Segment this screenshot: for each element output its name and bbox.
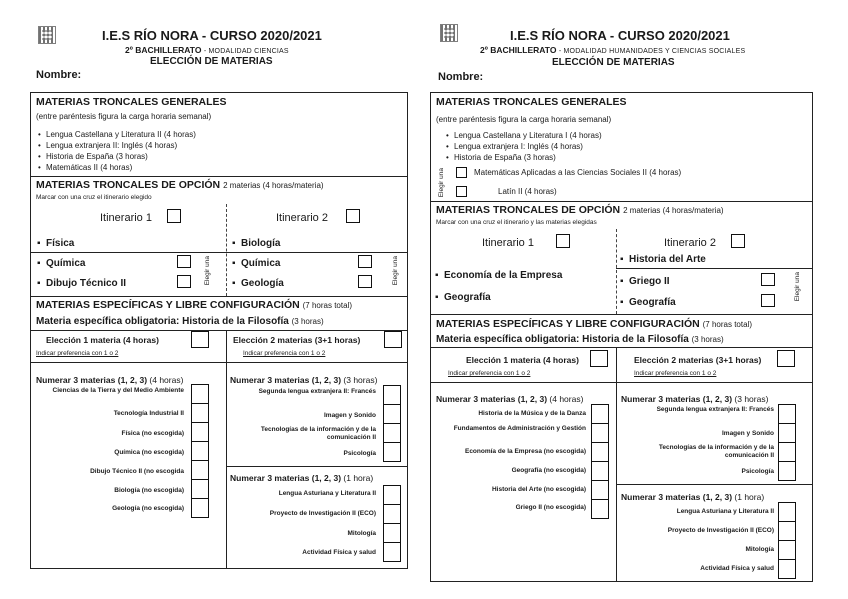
list-item: • Lengua Castellana y Literatura II (4 horas): [46, 130, 196, 139]
subject-checkbox[interactable]: [177, 275, 191, 288]
opcion-instruction: Marcar con una cruz el itinerario elegido: [36, 194, 152, 201]
option-label: Química (no escogida): [114, 449, 184, 456]
preference-note: Indicar preferencia con 1 o 2: [36, 350, 119, 357]
opcion-title-text: MATERIAS TRONCALES DE OPCIÓN: [36, 179, 221, 191]
option-label: Tecnología Industrial II: [113, 410, 184, 417]
number-box[interactable]: [591, 499, 609, 519]
choose-one-label: Elegir una: [794, 272, 801, 302]
eleccion-1-label: Elección 1 materia (4 horas): [466, 355, 579, 365]
number-box[interactable]: [383, 523, 401, 543]
form-level: [480, 45, 745, 55]
option-label: Actividad Física y salud: [302, 549, 376, 556]
list-item: • Lengua Castellana y Literatura I (4 horas): [454, 131, 602, 140]
option-label: Segunda lengua extranjera II: Francés: [258, 388, 376, 395]
numerar-c-note: (1 hora): [734, 492, 765, 502]
number-box[interactable]: [591, 404, 609, 424]
preference-note: Indicar preferencia con 1 o 2: [243, 350, 326, 357]
itinerary-1-checkbox[interactable]: [556, 234, 570, 248]
option-label: Fundamentos de Administración y Gestión: [453, 425, 586, 432]
number-box[interactable]: [191, 479, 209, 499]
troncales-note: (entre paréntesis figura la carga horaria semanal): [436, 115, 612, 124]
especificas-title: [436, 318, 752, 330]
numerar-c-note: (1 hora): [343, 473, 374, 483]
number-box[interactable]: [383, 542, 401, 562]
form-subtitle: ELECCIÓN DE MATERIAS: [552, 57, 675, 68]
number-box[interactable]: [778, 461, 796, 481]
subject-griego: ▪ Griego II: [629, 276, 670, 287]
troncales-title: MATERIAS TRONCALES GENERALES: [436, 96, 627, 108]
option-label: Mitología: [347, 530, 376, 537]
number-box[interactable]: [591, 423, 609, 443]
obligatoria-text: [36, 316, 324, 327]
numerar-a-note: (4 horas): [149, 375, 184, 385]
numerar-b-note: (3 horas): [343, 375, 378, 385]
subject-quimica-2: ▪ Química: [241, 258, 280, 269]
preference-note: Indicar preferencia con 1 o 2: [634, 370, 717, 377]
subject-fisica: ▪ Física: [46, 238, 74, 249]
divider: [30, 330, 408, 331]
numerar-c-heading: [230, 473, 373, 483]
choice-matematicas: Matemáticas Aplicadas a las Ciencias Sociales II (4 horas): [474, 168, 682, 177]
itinerary-1-checkbox[interactable]: [167, 209, 181, 223]
form-title: I.E.S RÍO NORA - CURSO 2020/2021: [510, 28, 730, 43]
list-item: • Lengua extranjera II: Inglés (4 horas): [46, 141, 177, 150]
obligatoria-note: (3 horas): [691, 335, 724, 344]
numerar-b-label: Numerar 3 materias (1, 2, 3): [621, 394, 733, 404]
divider: [430, 347, 813, 348]
option-label: Proyecto de Investigación II (ECO): [667, 527, 774, 534]
choice-checkbox[interactable]: [456, 186, 467, 197]
especificas-title-note: (7 horas total): [702, 320, 752, 329]
numerar-a-note: (4 horas): [549, 394, 584, 404]
number-box[interactable]: [591, 480, 609, 500]
subject-checkbox[interactable]: [177, 255, 191, 268]
option-label: Actividad Física y salud: [700, 565, 774, 572]
list-item: • Historia de España (3 horas): [454, 153, 556, 162]
form-title: I.E.S RÍO NORA - CURSO 2020/2021: [102, 28, 322, 43]
number-box[interactable]: [778, 502, 796, 522]
subject-checkbox[interactable]: [761, 294, 775, 307]
option-label: Física (no escogida): [121, 430, 184, 437]
option-label: Griego II (no escogida): [515, 504, 586, 511]
column-divider: [616, 229, 617, 314]
modality-text: - MODALIDAD CIENCIAS: [203, 48, 289, 55]
divider: [430, 382, 813, 383]
itinerary-2-checkbox[interactable]: [731, 234, 745, 248]
subject-geografia-2: ▪ Geografía: [629, 297, 676, 308]
opcion-title-note: 2 materias (4 horas/materia): [623, 206, 724, 215]
subject-checkbox[interactable]: [358, 255, 372, 268]
opcion-instruction: Marcar con una cruz el itinerario y las materias elegidas: [436, 219, 597, 226]
itinerary-2-label: Itinerario 2: [664, 237, 716, 249]
subject-biologia: ▪ Biología: [241, 238, 280, 249]
numerar-a-label: Numerar 3 materias (1, 2, 3): [436, 394, 548, 404]
option-label: Psicología: [343, 450, 376, 457]
opcion-title-note: 2 materias (4 horas/materia): [223, 181, 324, 190]
eleccion-1-label: Elección 1 materia (4 horas): [46, 335, 159, 345]
number-box[interactable]: [191, 422, 209, 442]
option-label: Mitología: [745, 546, 774, 553]
option-label: Segunda lengua extranjera II: Francés: [656, 406, 774, 413]
numerar-c-heading: [621, 492, 764, 502]
divider: [30, 252, 408, 253]
form-subtitle: ELECCIÓN DE MATERIAS: [150, 56, 273, 67]
choose-one-label: Elegir una: [204, 256, 211, 286]
number-box[interactable]: [191, 441, 209, 461]
especificas-title: [36, 299, 352, 311]
choice-checkbox[interactable]: [456, 167, 467, 178]
subject-quimica: ▪ Química: [46, 258, 85, 269]
modality-text: - MODALIDAD HUMANIDADES Y CIENCIAS SOCIALES: [558, 48, 746, 55]
itinerary-1-label: Itinerario 1: [100, 212, 152, 224]
subject-checkbox[interactable]: [761, 273, 775, 286]
numerar-a-heading: [436, 394, 583, 404]
eleccion-1-box[interactable]: [590, 350, 608, 367]
name-label: Nombre:: [438, 71, 484, 83]
number-box[interactable]: [191, 403, 209, 423]
eleccion-2-label: Elección 2 materias (3+1 horas): [634, 355, 762, 365]
option-label: Tecnologías de la información y de la comunicación II: [260, 426, 376, 441]
choose-one-label: Elegir una: [392, 256, 399, 286]
option-label: Ciencias de la Tierra y del Medio Ambiente: [52, 387, 184, 394]
option-label: Lengua Asturiana y Literatura II: [278, 490, 376, 497]
option-label: Historia del Arte (no escogida): [491, 486, 586, 493]
list-item: • Lengua extranjera I: Inglés (4 horas): [454, 142, 583, 151]
obligatoria-label: Materia específica obligatoria: Historia de la Filosofía: [36, 316, 289, 327]
obligatoria-label: Materia específica obligatoria: Historia de la Filosofía: [436, 334, 689, 345]
numerar-b-heading: [230, 375, 377, 385]
form-level: [125, 45, 289, 55]
number-box[interactable]: [778, 521, 796, 541]
eleccion-2-label: Elección 2 materias (3+1 horas): [233, 335, 361, 345]
number-box[interactable]: [383, 404, 401, 424]
especificas-title-note: (7 horas total): [302, 301, 352, 310]
divider: [30, 362, 408, 363]
number-box[interactable]: [778, 540, 796, 560]
preference-note: Indicar preferencia con 1 o 2: [448, 370, 531, 377]
option-label: Psicología: [741, 468, 774, 475]
number-box[interactable]: [383, 385, 401, 405]
qr-code-icon: [440, 24, 458, 42]
number-box[interactable]: [383, 485, 401, 505]
opcion-title: [436, 204, 724, 216]
subject-checkbox[interactable]: [358, 275, 372, 288]
level-text: 2º BACHILLERATO: [125, 45, 202, 55]
divider: [616, 484, 813, 485]
option-label: Imagen y Sonido: [721, 430, 774, 437]
qr-code-icon: [38, 26, 56, 44]
number-box[interactable]: [191, 498, 209, 518]
number-box[interactable]: [383, 442, 401, 462]
numerar-c-label: Numerar 3 materias (1, 2, 3): [621, 492, 733, 502]
itinerary-2-label: Itinerario 2: [276, 212, 328, 224]
numerar-b-note: (3 horas): [734, 394, 769, 404]
opcion-title: [36, 179, 324, 191]
subject-geografia: ▪ Geografía: [444, 292, 491, 303]
choose-one-label: Elegir una: [438, 168, 445, 198]
subject-historia-arte: ▪ Historia del Arte: [629, 254, 706, 265]
subject-economia: ▪ Economía de la Empresa: [444, 270, 562, 281]
obligatoria-text: [436, 334, 724, 345]
number-box[interactable]: [778, 423, 796, 443]
option-label: Dibujo Técnico II (no escogida: [90, 468, 184, 475]
obligatoria-note: (3 horas): [291, 317, 324, 326]
eleccion-2-box[interactable]: [777, 350, 795, 367]
number-box[interactable]: [191, 384, 209, 404]
divider: [30, 296, 408, 297]
column-divider: [226, 330, 227, 569]
troncales-note: (entre paréntesis figura la carga horaria semanal): [36, 112, 212, 121]
number-box[interactable]: [191, 460, 209, 480]
especificas-title-text: MATERIAS ESPECÍFICAS Y LIBRE CONFIGURACIÓN: [436, 318, 700, 330]
name-label: Nombre:: [36, 69, 82, 81]
numerar-b-heading: [621, 394, 768, 404]
numerar-c-label: Numerar 3 materias (1, 2, 3): [230, 473, 342, 483]
option-label: Tecnologías de la información y de la comunicación II: [658, 444, 774, 459]
number-box[interactable]: [591, 442, 609, 462]
divider: [226, 466, 408, 467]
number-box[interactable]: [778, 442, 796, 462]
divider: [430, 201, 813, 202]
option-label: Geología (no escogida): [112, 505, 184, 512]
divider: [30, 176, 408, 177]
option-label: Geografía (no escogida): [511, 467, 586, 474]
number-box[interactable]: [383, 504, 401, 524]
numerar-a-heading: [36, 375, 183, 385]
option-label: Economía de la Empresa (no escogida): [464, 448, 586, 455]
level-text: 2º BACHILLERATO: [480, 45, 557, 55]
number-box[interactable]: [591, 461, 609, 481]
eleccion-1-box[interactable]: [191, 331, 209, 348]
troncales-title: MATERIAS TRONCALES GENERALES: [36, 96, 227, 108]
especificas-title-text: MATERIAS ESPECÍFICAS Y LIBRE CONFIGURACIÓN: [36, 299, 300, 311]
numerar-a-label: Numerar 3 materias (1, 2, 3): [36, 375, 148, 385]
subject-dibujo-tecnico: ▪ Dibujo Técnico II: [46, 278, 126, 289]
itinerary-1-label: Itinerario 1: [482, 237, 534, 249]
number-box[interactable]: [778, 559, 796, 579]
eleccion-2-box[interactable]: [384, 331, 402, 348]
option-label: Proyecto de Investigación II (ECO): [269, 510, 376, 517]
number-box[interactable]: [778, 404, 796, 424]
number-box[interactable]: [383, 423, 401, 443]
list-item: • Matemáticas II (4 horas): [46, 163, 132, 172]
subject-geologia: ▪ Geología: [241, 278, 284, 289]
opcion-title-text: MATERIAS TRONCALES DE OPCIÓN: [436, 204, 621, 216]
option-label: Biología (no escogida): [114, 487, 184, 494]
choice-latin: Latín II (4 horas): [498, 187, 557, 196]
divider: [616, 268, 813, 269]
list-item: • Historia de España (3 horas): [46, 152, 148, 161]
numerar-b-label: Numerar 3 materias (1, 2, 3): [230, 375, 342, 385]
option-label: Lengua Asturiana y Literatura II: [676, 508, 774, 515]
column-divider: [226, 204, 227, 296]
right-form: [424, 0, 848, 599]
itinerary-2-checkbox[interactable]: [346, 209, 360, 223]
option-label: Historia de la Música y de la Danza: [478, 410, 586, 417]
divider: [430, 314, 813, 315]
option-label: Imagen y Sonido: [323, 412, 376, 419]
